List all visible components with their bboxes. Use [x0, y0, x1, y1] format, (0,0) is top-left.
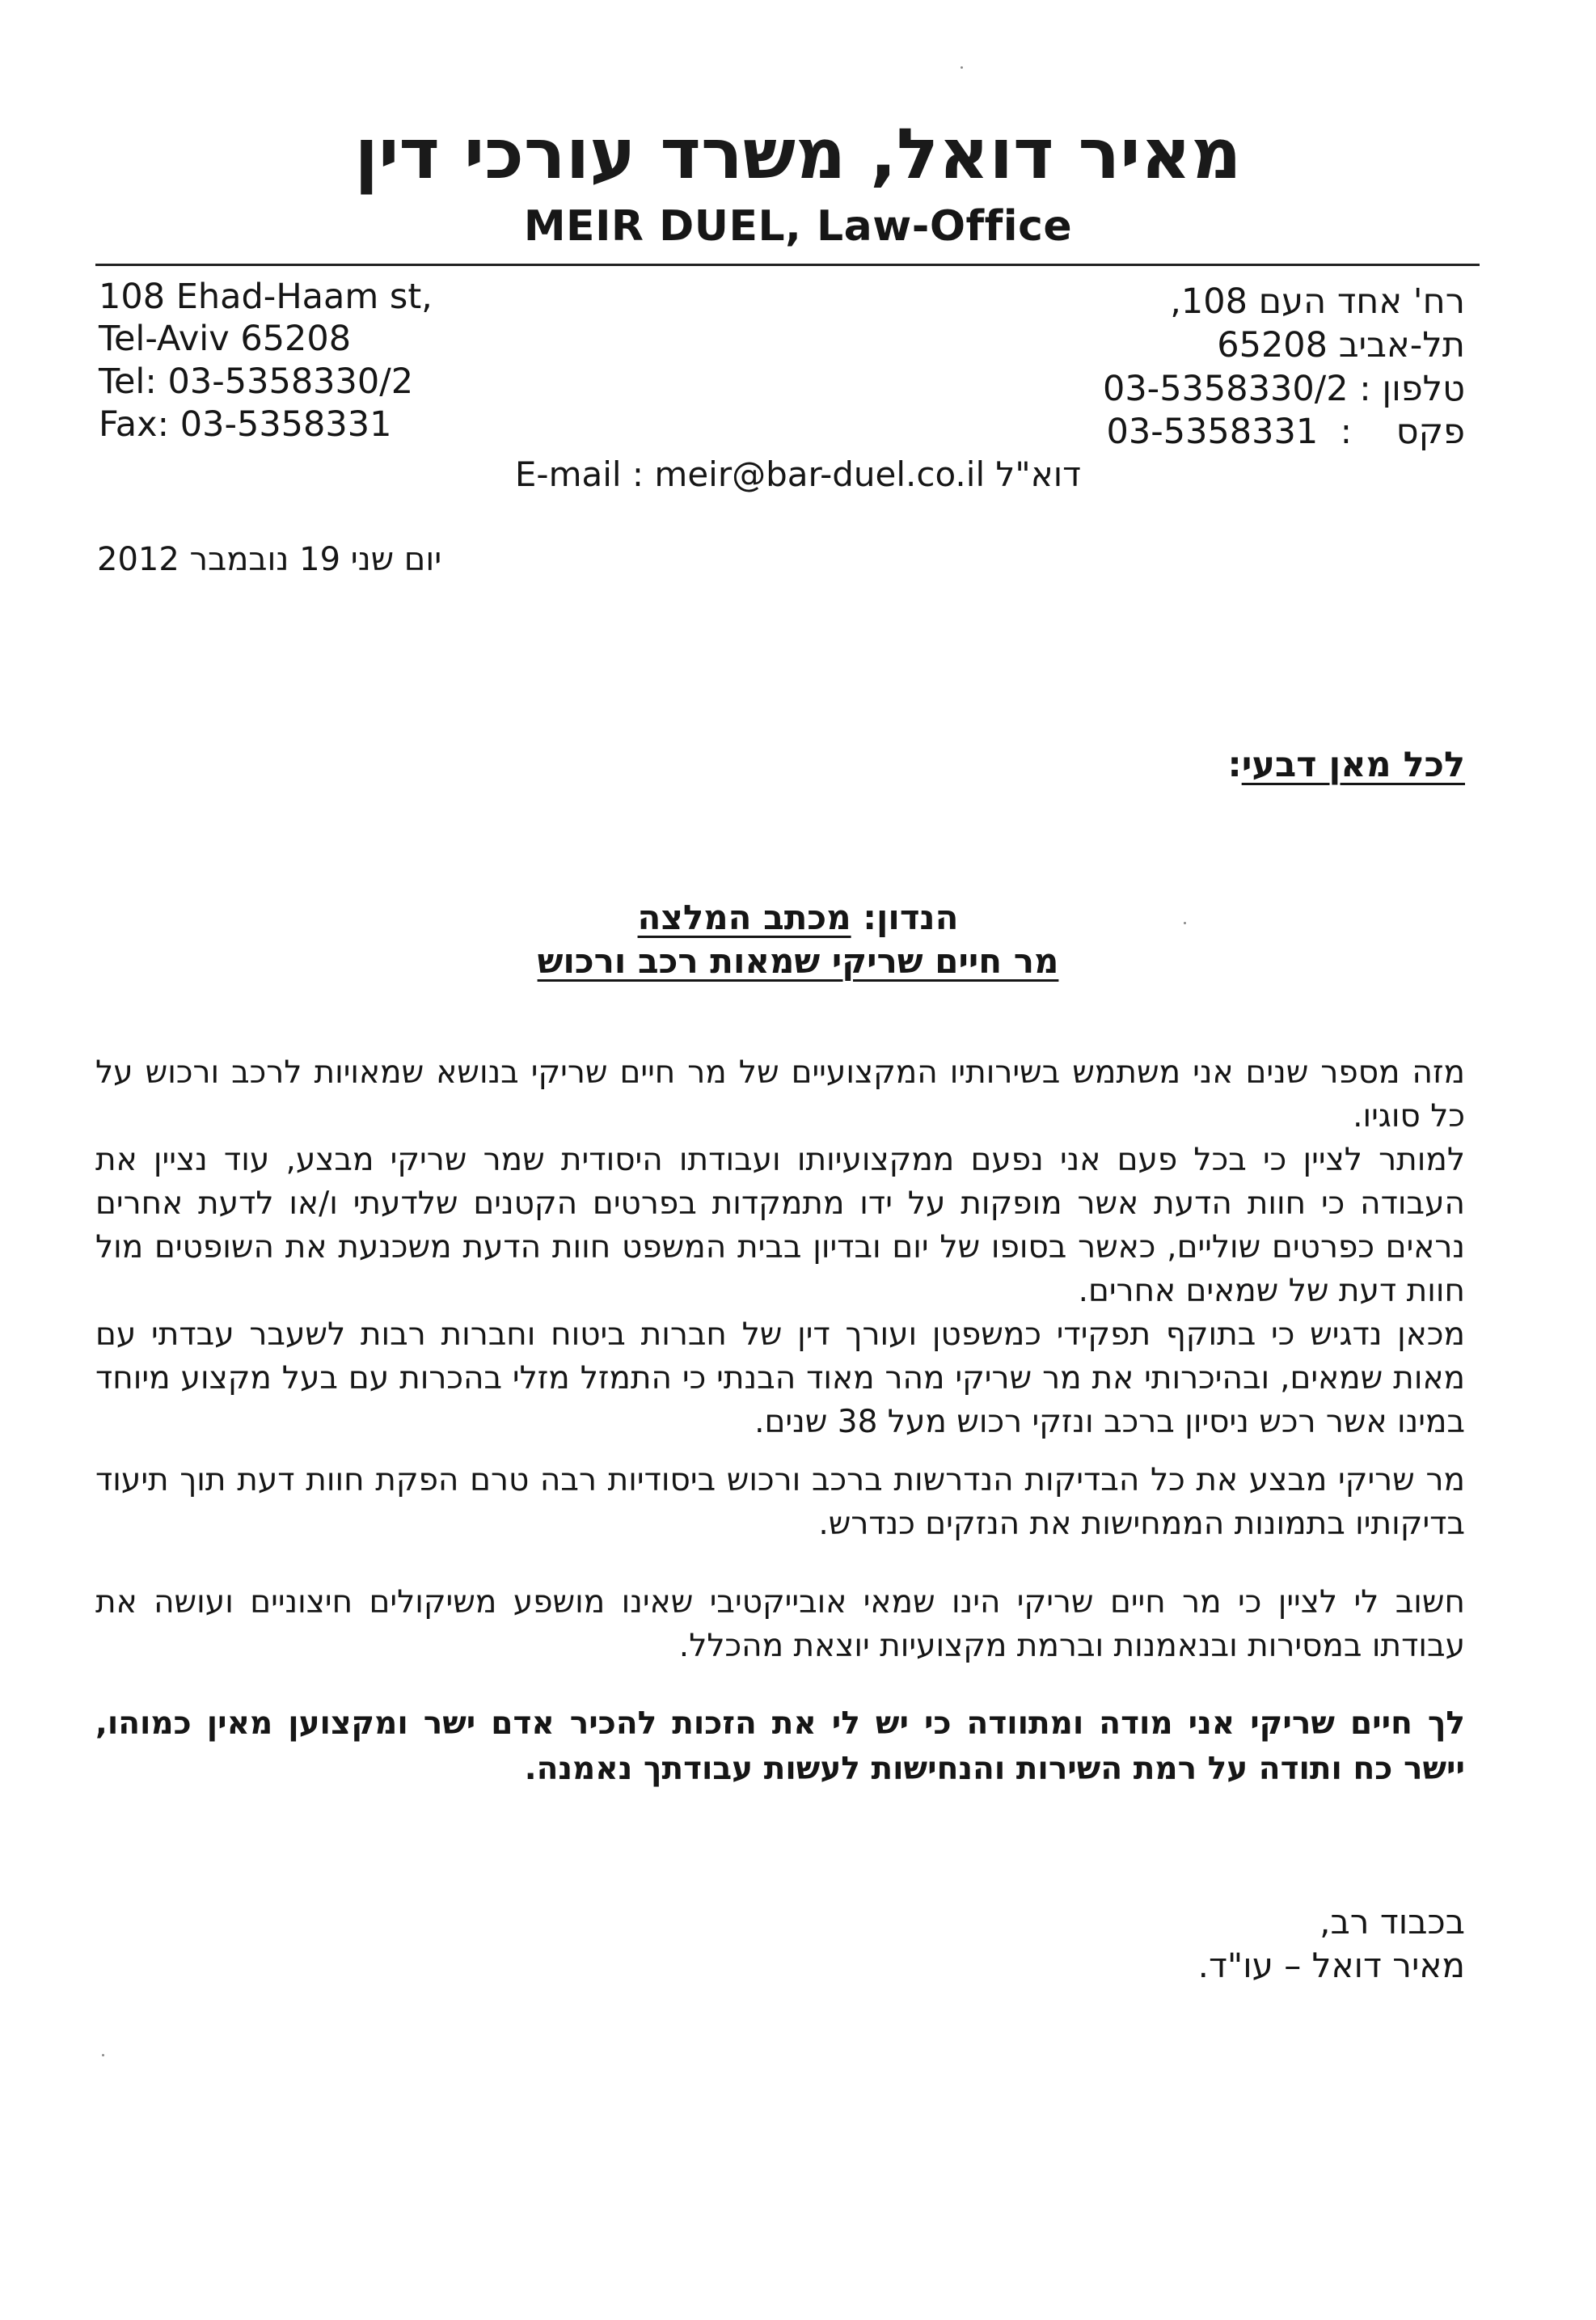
- address-en-city: Tel-Aviv 65208: [99, 319, 352, 359]
- address-he-fax: פקס : 03-5358331: [1106, 412, 1465, 452]
- paragraph-5: חשוב לי לציין כי מר חיים שריקי הינו שמאי אובייקטיבי שאינו מושפע משיקולים חיצוניים ועושה את עבודתו במסירות ובנאמנות וברמת מקצועיות יוצאת מהכלל.: [95, 1584, 1465, 1664]
- address-he-street: רח' אחד העם 108,: [1170, 281, 1465, 322]
- paragraph-1: מזה מספר שנים אני משתמש בשירותיו המקצועיים של מר חיים שריקי בנושא שמאויות לרכב ורכוש על כל סוגיו.: [95, 1054, 1465, 1135]
- address-en-tel: Tel: 03-5358330/2: [99, 361, 414, 402]
- address-he-city: תל-אביב 65208: [1217, 325, 1465, 366]
- salutation-text: לכל מאן דבעי: [1241, 745, 1465, 785]
- subject-name: מר חיים שריקי שמאות רכב ורכוש: [537, 941, 1059, 981]
- email-line: E-mail : meir@bar-duel.co.il דוא"ל: [514, 454, 1082, 494]
- scan-speck: [1184, 922, 1186, 924]
- office-title-hebrew: מאיר דואל, משרד עורכי דין: [354, 114, 1242, 195]
- paragraph-3: מכאן נדגיש כי בתוקף תפקידי כמשפטן ועורך דין של חברות ביטוח וחברות רבות לשעבר עבדתי עם מאות שמאים, ובהיכרותי את מר שריקי מהר מאוד הבנתי כי התמזל מזלי בהכרות עם בעל מקצוע מיוחד במינו אשר רכש ניסיון ברכב ונזקי רכוש מעל 38 שנים.: [95, 1316, 1465, 1440]
- scan-speck: [961, 66, 963, 69]
- paragraph-4: מר שריקי מבצע את כל הבדיקות הנדרשות ברכב ורכוש ביסודיות רבה טרם הפקת חוות דעת תוך תיעוד בדיקותיו בתמונות הממחישות את הנזקים כנדרש.: [95, 1462, 1465, 1542]
- subject-title: מכתב המלצה: [637, 898, 851, 937]
- paragraph-2: למותר לציין כי בכל פעם אני נפעם ממקצועיותו ועבודתו היסודית שמר שריקי מבצע, עוד נציין את העבודה כי חוות הדעת אשר מופקות על ידו מתמקדות בפרטים הקטנים שלדעתי ו/או לדעת אחרים נראים כפרטים שוליים, כאשר בסופו של יום ובדיון בבית המשפט חוות הדעת משכנעת את השופטים מול חוות דעת של שמאים אחרים.: [95, 1142, 1465, 1309]
- address-en-fax: Fax: 03-5358331: [99, 404, 392, 445]
- closing-signature: מאיר דואל – עו"ד.: [1197, 1946, 1465, 1985]
- subject-line: [0, 898, 1596, 937]
- header-divider: [95, 264, 1480, 266]
- salutation: לכל מאן דבעי:: [1227, 745, 1465, 785]
- address-he-tel: טלפון : 03-5358330/2: [1102, 369, 1465, 409]
- address-en-street: 108 Ehad-Haam st,: [99, 277, 433, 317]
- subject-label: הנדון:: [863, 898, 959, 937]
- subject-line-2: [0, 941, 1596, 981]
- closing-regards: בכבוד רב,: [1319, 1902, 1465, 1942]
- scan-speck: [102, 2054, 104, 2056]
- office-title-english: MEIR DUEL, Law-Office: [523, 202, 1073, 251]
- letter-date: יום שני 19 נובמבר 2012: [97, 541, 442, 578]
- paragraph-6: לך חיים שריקי אני מודה ומתוודה כי יש לי את הזכות להכיר אדם ישר ומקצוען מאין כמוהו, יישר כח ותודה על רמת השירות והנחישות לעשות עבודתך נאמנה.: [95, 1705, 1465, 1787]
